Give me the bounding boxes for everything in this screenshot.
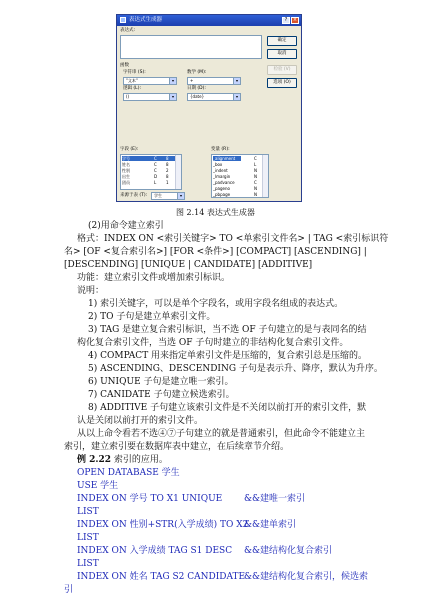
logic-label: 逻辑 (L): xyxy=(123,86,141,91)
list-item[interactable] xyxy=(213,168,228,173)
format-line: 名> [OF <复合索引名>] [FOR <条件>] [COMPACT] [ASCENDING] | xyxy=(64,247,367,257)
field-width: 8 xyxy=(166,156,169,161)
field-type: C xyxy=(154,168,157,173)
chevron-down-icon: ▾ xyxy=(177,193,184,199)
source-table-value: 学生 xyxy=(154,193,162,198)
date-select[interactable] xyxy=(187,93,241,101)
paragraph-line: 从以上命令看若不选④⑦子句建立的就是普通索引，但此命令不能建立主 xyxy=(77,429,366,439)
field-name: 学号 xyxy=(122,156,130,161)
variable-type: C xyxy=(254,156,257,161)
note-item: 5) ASCENDING、DESCENDING 子句是表示升、降序，默认为升序。 xyxy=(88,364,383,374)
ok-button[interactable]: 确定 xyxy=(267,36,297,46)
expression-input[interactable] xyxy=(120,35,262,59)
code-line: INDEX ON 姓名 TAG S2 CANDIDATE xyxy=(77,572,246,582)
options-button[interactable]: 选项 (O) xyxy=(267,78,297,88)
list-item[interactable] xyxy=(213,186,230,191)
math-value: + xyxy=(190,78,194,83)
dialog-titlebar xyxy=(117,15,301,26)
string-value: "文本" xyxy=(126,78,138,83)
expression-builder-dialog xyxy=(116,14,302,202)
note-item: 认是关闭以前打开的索引文件。 xyxy=(77,416,204,426)
paragraph-line: 索引，建立索引要在数据库表中建立，在后续章节介绍。 xyxy=(64,442,290,452)
note-item: 6) UNIQUE 子句是建立唯一索引。 xyxy=(88,377,234,387)
chevron-down-icon: ▾ xyxy=(233,94,240,100)
field-name: 性别 xyxy=(122,168,130,173)
code-comment: &&建单索引 xyxy=(244,520,297,530)
fields-list[interactable] xyxy=(120,154,182,190)
note-item: 4) COMPACT 用来指定单索引文件是压缩的，复合索引总是压缩的。 xyxy=(88,351,368,361)
code-comment: &&建唯一索引 xyxy=(244,494,306,504)
code-line: INDEX ON 学号 TO X1 UNIQUE xyxy=(77,494,223,504)
function-line: 功能：建立索引文件或增加索引标识。 xyxy=(77,273,231,283)
list-item[interactable] xyxy=(213,162,222,167)
help-icon[interactable]: ? xyxy=(282,17,290,24)
code-line: INDEX ON 性别+STR(入学成绩) TO X2 xyxy=(77,520,249,530)
fields-label: 字段 (E): xyxy=(120,147,139,152)
variable-name: _pbpage xyxy=(213,192,231,197)
note-item: 3) TAG 是建立复合索引标识，当不选 OF 子句建立的是与表同名的结 xyxy=(88,325,367,335)
dialog-title: 表达式生成器 xyxy=(129,17,163,23)
list-item[interactable] xyxy=(213,174,230,179)
field-type: D xyxy=(154,174,158,179)
chevron-down-icon: ▾ xyxy=(169,94,176,100)
variable-name: _indent xyxy=(213,168,228,173)
variable-name: _lmargin xyxy=(213,174,231,179)
notes-label: 说明： xyxy=(77,286,105,296)
app-icon xyxy=(120,17,126,23)
example-title: 索引的应用。 xyxy=(111,455,168,465)
variable-type: N xyxy=(254,186,257,191)
list-item[interactable] xyxy=(213,156,241,161)
math-select[interactable] xyxy=(187,77,241,85)
section-heading: (2)用命令建立索引 xyxy=(88,221,164,231)
example-heading xyxy=(77,454,168,466)
variable-name: _pageno xyxy=(213,186,230,191)
note-item: 7) CANIDATE 子句建立候选索引。 xyxy=(88,390,235,400)
field-width: 8 xyxy=(166,162,169,167)
cancel-button[interactable]: 取消 xyxy=(267,49,297,59)
field-width: 2 xyxy=(166,168,169,173)
field-type: L xyxy=(154,180,157,185)
variable-name: _alignment xyxy=(213,156,236,161)
variable-name: _box xyxy=(213,162,223,167)
list-item[interactable] xyxy=(122,180,177,185)
note-item: 构化复合索引文件，当选 OF 子句时建立的非结构化复合索引文件。 xyxy=(77,338,349,348)
logic-select[interactable] xyxy=(123,93,177,101)
format-line: 格式：INDEX ON <索引关键字> TO <单索引文件名> | TAG <索引标识符 xyxy=(77,234,389,244)
variables-scrollbar[interactable] xyxy=(262,155,268,197)
note-item: 1) 索引关键字，可以是单个字段名，或用字段名组成的表达式。 xyxy=(88,299,344,309)
code-line: INDEX ON 入学成绩 TAG S1 DESC xyxy=(77,546,233,556)
code-line: USE 学生 xyxy=(77,481,119,491)
code-line: LIST xyxy=(77,507,99,517)
field-name: 出生 xyxy=(122,174,130,179)
math-label: 数学 (M): xyxy=(187,70,207,75)
variable-type: L xyxy=(254,162,257,167)
list-item[interactable] xyxy=(122,174,177,179)
code-line: 引 xyxy=(64,585,74,595)
list-item[interactable] xyxy=(213,192,230,197)
code-line: LIST xyxy=(77,559,99,569)
variable-type: C xyxy=(254,180,257,185)
field-type: C xyxy=(154,162,157,167)
code-line: OPEN DATABASE 学生 xyxy=(77,468,180,478)
note-item: 2) TO 子句是建立单索引文件。 xyxy=(88,312,216,322)
field-name: 姓名 xyxy=(122,162,130,167)
source-table-select[interactable] xyxy=(151,192,185,200)
check-button[interactable]: 检验 (V) xyxy=(267,65,297,75)
field-type: C xyxy=(154,156,157,161)
variable-type: N xyxy=(254,192,257,197)
code-line: LIST xyxy=(77,533,99,543)
logic-value: () xyxy=(126,94,130,99)
functions-label: 函数 xyxy=(120,63,129,68)
source-table-label: 来源于表 (T): xyxy=(120,193,148,198)
close-icon[interactable]: × xyxy=(292,17,298,23)
date-label: 日期 (D): xyxy=(187,86,206,91)
variable-type: N xyxy=(254,168,257,173)
variable-type: N xyxy=(254,174,257,179)
fields-scrollbar[interactable] xyxy=(175,155,181,189)
list-item[interactable] xyxy=(122,156,177,161)
list-item[interactable] xyxy=(122,168,177,173)
note-item: 8) ADDITIVE 子句建立该索引文件是不关闭以前打开的索引文件，默 xyxy=(88,403,367,413)
list-item[interactable] xyxy=(213,180,235,185)
variables-list[interactable] xyxy=(211,154,269,198)
variables-label: 变量 (R): xyxy=(211,147,230,152)
date-value: {date} xyxy=(190,94,205,99)
variable-name: _padvance xyxy=(213,180,235,185)
field-width: 1 xyxy=(166,180,169,185)
string-label: 字符串 (S): xyxy=(123,70,146,75)
code-comment: &&建结构化复合索引，候选索 xyxy=(244,572,369,582)
figure-caption: 图 2.14 表达式生成器 xyxy=(176,208,255,217)
chevron-down-icon: ▾ xyxy=(233,78,240,84)
list-item[interactable] xyxy=(122,162,177,167)
code-comment: &&建结构化复合索引 xyxy=(244,546,333,556)
example-label: 例 2.22 xyxy=(77,455,112,465)
string-select[interactable] xyxy=(123,77,177,85)
field-width: 8 xyxy=(166,174,169,179)
format-line: [DESCENDING] [UNIQUE | CANDIDATE] [ADDITIVE] xyxy=(64,260,313,270)
field-name: 团员 xyxy=(122,180,130,185)
chevron-down-icon: ▾ xyxy=(169,78,176,84)
expression-label: 表达式: xyxy=(120,28,136,33)
